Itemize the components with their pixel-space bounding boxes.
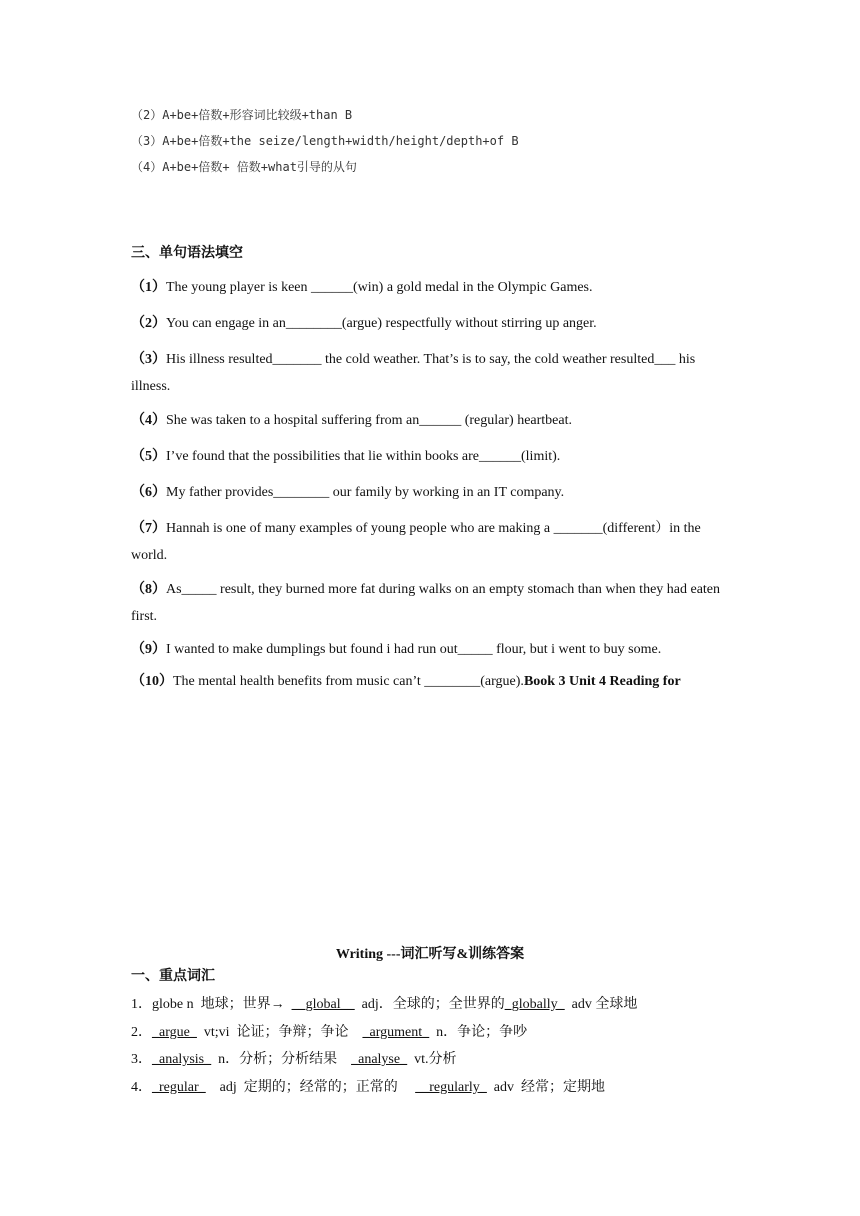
vocab-answer: __regularly_ bbox=[415, 1080, 487, 1095]
formula-line-2: （2）A+be+倍数+形容词比较级+than B bbox=[131, 108, 353, 122]
vocab-answer: _argument_ bbox=[362, 1025, 430, 1040]
question-4 bbox=[131, 407, 733, 434]
section-heading-key-vocab: 一、重点词汇 bbox=[131, 968, 215, 984]
source-reference: Book 3 Unit 4 Reading for bbox=[523, 674, 681, 689]
vocab-gloss: adj 定期的；经常的；正常的 bbox=[205, 1080, 416, 1095]
question-2 bbox=[131, 310, 733, 337]
answers-title: Writing ---词汇听写&训练答案 bbox=[335, 947, 525, 962]
question-10 bbox=[131, 668, 733, 695]
section-heading-grammar-fill: 三、单句语法填空 bbox=[131, 245, 243, 261]
vocab-number: 2． bbox=[131, 1025, 152, 1040]
question-8 bbox=[131, 576, 733, 630]
vocab-gloss: vt;vi 论证；争辩；争论 bbox=[196, 1025, 363, 1040]
vocab-gloss: adv 全球地 bbox=[564, 997, 638, 1012]
question-text: The mental health benefits from music can’t ________(argue). bbox=[173, 674, 524, 689]
question-text: As_____ result, they burned more fat during walks on an empty stomach than when they had eaten first. bbox=[131, 582, 721, 624]
question-text: Hannah is one of many examples of young people who are making a _______(different）in the world. bbox=[131, 521, 701, 563]
question-text: I wanted to make dumplings but found i had run out_____ flour, but i went to buy some. bbox=[166, 642, 662, 657]
question-5 bbox=[131, 443, 733, 470]
question-number: （4） bbox=[131, 413, 166, 428]
question-3 bbox=[131, 346, 733, 400]
vocab-line-1 bbox=[131, 993, 637, 1013]
vocab-prefix: globe n 地球；世界→ bbox=[152, 997, 292, 1012]
question-text: She was taken to a hospital suffering from an______ (regular) heartbeat. bbox=[166, 413, 572, 428]
question-number: （1） bbox=[131, 280, 166, 295]
vocab-gloss: n．争论；争吵 bbox=[429, 1025, 528, 1040]
formula-line-3: （3）A+be+倍数+the seize/length+width/height/depth+of B bbox=[131, 134, 519, 148]
vocab-answer: _argue_ bbox=[152, 1025, 197, 1040]
question-number: （2） bbox=[131, 316, 166, 331]
question-number: （5） bbox=[131, 449, 166, 464]
question-number: （6） bbox=[131, 485, 166, 500]
vocab-number: 3． bbox=[131, 1052, 152, 1067]
question-9 bbox=[131, 636, 733, 663]
vocab-gloss: vt.分析 bbox=[407, 1052, 457, 1067]
question-6 bbox=[131, 479, 733, 506]
question-text: You can engage in an________(argue) respectfully without stirring up anger. bbox=[166, 316, 597, 331]
vocab-gloss: adv 经常；定期地 bbox=[486, 1080, 606, 1095]
question-text: The young player is keen ______(win) a gold medal in the Olympic Games. bbox=[166, 280, 593, 295]
vocab-line-2 bbox=[131, 1021, 527, 1041]
question-1 bbox=[131, 274, 733, 301]
vocab-line-4 bbox=[131, 1076, 605, 1096]
question-number: （9） bbox=[131, 642, 166, 657]
vocab-answer: __global__ bbox=[291, 997, 355, 1012]
question-number: （7） bbox=[131, 521, 166, 536]
question-number: （10） bbox=[131, 674, 173, 689]
question-number: （3） bbox=[131, 352, 166, 367]
question-number: （8） bbox=[131, 582, 166, 597]
vocab-answer: _analyse_ bbox=[351, 1052, 408, 1067]
vocab-line-3 bbox=[131, 1048, 456, 1068]
vocab-number: 4． bbox=[131, 1080, 152, 1095]
question-text: I’ve found that the possibilities that lie within books are______(limit). bbox=[166, 449, 561, 464]
vocab-answer: _regular_ bbox=[152, 1080, 206, 1095]
vocab-gloss: n．分析；分析结果 bbox=[211, 1052, 352, 1067]
vocab-answer: _globally_ bbox=[504, 997, 565, 1012]
vocab-answer: _analysis_ bbox=[152, 1052, 212, 1067]
formula-line-4: （4）A+be+倍数+ 倍数+what引导的从句 bbox=[131, 160, 357, 174]
vocab-number: 1． bbox=[131, 997, 152, 1012]
question-text: My father provides________ our family by working in an IT company. bbox=[166, 485, 565, 500]
question-7 bbox=[131, 515, 733, 569]
vocab-gloss: adj．全球的；全世界的 bbox=[354, 997, 505, 1012]
question-text: His illness resulted_______ the cold weather. That’s is to say, the cold weather resulted___ his illness. bbox=[131, 352, 696, 394]
